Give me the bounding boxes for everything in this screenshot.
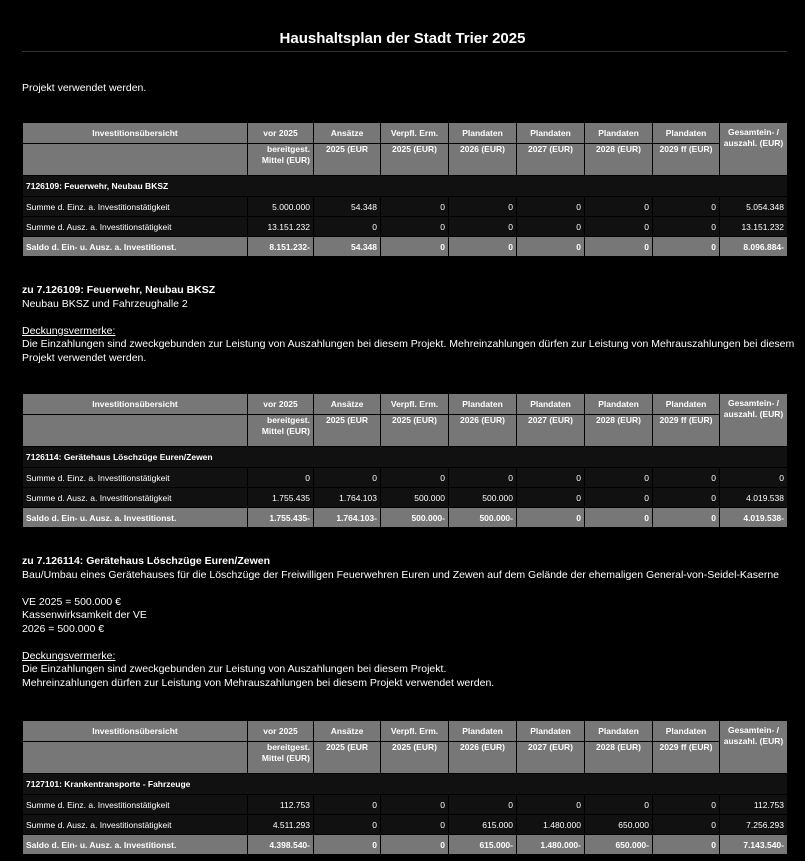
row-value: 0 [517,237,585,257]
row-value: 0 [653,488,720,508]
row-value: 500.000 [449,488,517,508]
note1-deckung-line1: Die Einzahlungen sind zweckgebunden zur Leistung von Auszahlungen bei diesem Projekt. Mehreinzahlungen dürfen zur Leistung von Mehrauszahlungen bei diesem [22,338,795,350]
row-value: 500.000 [381,488,449,508]
header-year-col8_b: 2029 ff (EUR) [653,144,720,176]
saldo-row [23,237,788,257]
row-value: 0 [381,197,449,217]
row-value: 0 [381,815,449,835]
header-gesamt-line1: Gesamtein- / [727,725,780,735]
row-value: 0 [449,217,517,237]
header-gesamt [720,394,788,447]
header-year-col8_b: 2029 ff (EUR) [653,742,720,774]
row-label: Summe d. Einz. a. Investitionstätigkeit [23,795,248,815]
row-value: 0 [314,468,381,488]
header-bereitgest [248,742,314,774]
header-year-col6_b: 2027 (EUR) [517,144,585,176]
row-value: 0 [449,795,517,815]
row-value: 0 [449,468,517,488]
row-value: 8.151.232- [248,237,314,257]
note1-block [22,284,795,365]
header-blank [23,144,248,176]
header-gesamt-line2: auszahl. (EUR) [723,736,784,746]
header-plandaten-2029: Plandaten [653,721,720,742]
header-bereitgest-line2: Mittel (EUR) [261,155,310,165]
note2-ve-line: VE 2025 = 500.000 € [22,595,121,608]
header-blank [23,742,248,774]
header-gesamt-line2: auszahl. (EUR) [723,409,784,419]
page-title: Haushaltsplan der Stadt Trier 2025 [279,30,526,47]
row-value: 615.000- [449,835,517,855]
investment-table [22,393,788,528]
row-value: 0 [653,508,720,528]
row-value: 0 [381,217,449,237]
project-title: 7126114: Gerätehaus Löschzüge Euren/Zewen [23,447,788,468]
row-value: 0 [517,488,585,508]
row-label: Saldo d. Ein- u. Ausz. a. Investitionst. [23,508,248,528]
row-value: 0 [585,468,653,488]
row-value: 13.151.232 [248,217,314,237]
header-year-col6_b: 2027 (EUR) [517,415,585,447]
header-bereitgest [248,144,314,176]
saldo-row [23,835,788,855]
row-value: 0 [720,468,788,488]
row-value: 0 [517,795,585,815]
row-value: 0 [381,795,449,815]
row-value: 4.511.293 [248,815,314,835]
note2-subtitle: Bau/Umbau eines Gerätehauses für die Löschzüge der Freiwilligen Feuerwehren Euren und Zewen auf dem Gelände der ehemaligen General-von-Seidel-Kaserne [22,568,780,581]
header-plandaten-2026: Plandaten [449,721,517,742]
row-value: 0 [653,795,720,815]
row-value: 0 [314,835,381,855]
header-plandaten-2028: Plandaten [585,123,653,144]
row-value: 4.019.538- [720,508,788,528]
project-title: 7127101: Krankentransporte - Fahrzeuge [23,774,788,795]
row-value: 8.096.884- [720,237,788,257]
header-year-col3_b: 2025 (EUR [314,742,381,774]
row-label: Saldo d. Ein- u. Ausz. a. Investitionst. [23,835,248,855]
row-value: 1.755.435- [248,508,314,528]
project-title: 7126109: Feuerwehr, Neubau BKSZ [23,176,788,197]
row-value: 500.000- [449,508,517,528]
saldo-row [23,508,788,528]
row-value: 5.000.000 [248,197,314,217]
row-value: 7.143.540- [720,835,788,855]
row-value: 0 [653,815,720,835]
row-value: 0 [585,217,653,237]
header-gesamt-line1: Gesamtein- / [727,398,780,408]
header-gesamt [720,721,788,774]
row-value: 0 [585,508,653,528]
note2-deckung-label: Deckungsvermerke: [22,649,116,662]
header-investitionsuebersicht: Investitionsübersicht [23,721,248,742]
header-gesamt [720,123,788,176]
row-value: 0 [653,468,720,488]
note2-kasse-line: Kassenwirksamkeit der VE [22,609,147,621]
row-value: 0 [653,237,720,257]
row-value: 0 [653,835,720,855]
header-gesamt-line2: auszahl. (EUR) [723,138,784,148]
row-value: 0 [314,815,381,835]
note1-subtitle: Neubau BKSZ und Fahrzeughalle 2 [22,297,188,310]
note2-deckung-line2: Mehreinzahlungen dürfen zur Leistung von Mehrauszahlungen bei diesem Projekt verwendet werden. [22,676,495,689]
header-bereitgest-line2: Mittel (EUR) [261,426,310,436]
row-value: 0 [517,197,585,217]
row-value: 650.000- [585,835,653,855]
header-year-col3_b: 2025 (EUR [314,415,381,447]
header-ansaetze: Ansätze [314,394,381,415]
row-value: 0 [585,795,653,815]
table-row [23,815,788,835]
row-label: Summe d. Einz. a. Investitionstätigkeit [23,468,248,488]
header-year-col5_b: 2026 (EUR) [449,742,517,774]
header-year-col4_b: 2025 (EUR) [381,742,449,774]
table-row [23,488,788,508]
header-bereitgest-line2: Mittel (EUR) [261,753,310,763]
row-value: 1.755.435 [248,488,314,508]
header-plandaten-2026: Plandaten [449,123,517,144]
note1-heading: zu 7.126109: Feuerwehr, Neubau BKSZ [22,284,216,296]
row-value: 500.000- [381,508,449,528]
header-plandaten-2028: Plandaten [585,394,653,415]
row-value: 0 [517,217,585,237]
note1-deckung-label: Deckungsvermerke: [22,324,116,337]
row-label: Summe d. Ausz. a. Investitionstätigkeit [23,217,248,237]
row-label: Summe d. Einz. a. Investitionstätigkeit [23,197,248,217]
row-value: 1.764.103 [314,488,381,508]
row-value: 54.348 [314,237,381,257]
row-value: 0 [248,468,314,488]
header-year-col5_b: 2026 (EUR) [449,144,517,176]
row-value: 1.764.103- [314,508,381,528]
header-year-col7_b: 2028 (EUR) [585,415,653,447]
row-value: 0 [585,197,653,217]
table-row [23,468,788,488]
row-label: Saldo d. Ein- u. Ausz. a. Investitionst. [23,237,248,257]
header-vor-2025: vor 2025 [248,721,314,742]
header-plandaten-2028: Plandaten [585,721,653,742]
header-year-col4_b: 2025 (EUR) [381,415,449,447]
table-row [23,795,788,815]
header-year-col7_b: 2028 (EUR) [585,144,653,176]
row-value: 0 [653,197,720,217]
header-year-col7_b: 2028 (EUR) [585,742,653,774]
header-plandaten-2027: Plandaten [517,721,585,742]
investment-table [22,122,788,257]
row-value: 54.348 [314,197,381,217]
row-value: 0 [449,237,517,257]
row-value: 1.480.000 [517,815,585,835]
title-divider [22,51,787,52]
row-value: 0 [314,217,381,237]
table-row [23,197,788,217]
header-blank [23,415,248,447]
header-plandaten-2029: Plandaten [653,123,720,144]
row-value: 7.256.293 [720,815,788,835]
header-investitionsuebersicht: Investitionsübersicht [23,123,248,144]
row-value: 0 [381,468,449,488]
header-bereitgest-line1: bereitgest. [267,144,310,154]
row-value: 0 [585,237,653,257]
row-value: 0 [653,217,720,237]
row-value: 650.000 [585,815,653,835]
row-value: 0 [449,197,517,217]
note1-deckung-line2: Projekt verwendet werden. [22,351,147,364]
row-value: 1.480.000- [517,835,585,855]
header-bereitgest [248,415,314,447]
row-value: 112.753 [720,795,788,815]
note2-2026-line: 2026 = 500.000 € [22,622,105,635]
row-value: 4.019.538 [720,488,788,508]
header-plandaten-2027: Plandaten [517,123,585,144]
header-gesamt-line1: Gesamtein- / [727,127,780,137]
note2-heading: zu 7.126114: Gerätehaus Löschzüge Euren/Zewen [22,555,271,567]
header-verpfl-erm: Verpfl. Erm. [381,123,449,144]
table-row [23,217,788,237]
row-value: 0 [314,795,381,815]
header-bereitgest-line1: bereitgest. [267,742,310,752]
row-label: Summe d. Ausz. a. Investitionstätigkeit [23,488,248,508]
header-verpfl-erm: Verpfl. Erm. [381,721,449,742]
header-year-col6_b: 2027 (EUR) [517,742,585,774]
note2-block [22,555,787,690]
header-vor-2025: vor 2025 [248,394,314,415]
header-vor-2025: vor 2025 [248,123,314,144]
header-bereitgest-line1: bereitgest. [267,415,310,425]
header-plandaten-2029: Plandaten [653,394,720,415]
intro-line: Projekt verwendet werden. [22,82,147,94]
header-plandaten-2027: Plandaten [517,394,585,415]
row-value: 4.398.540- [248,835,314,855]
header-year-col5_b: 2026 (EUR) [449,415,517,447]
header-plandaten-2026: Plandaten [449,394,517,415]
row-value: 5.054.348 [720,197,788,217]
row-value: 0 [381,237,449,257]
row-value: 112.753 [248,795,314,815]
note2-deckung-line1: Die Einzahlungen sind zweckgebunden zur Leistung von Auszahlungen bei diesem Projekt. [22,663,447,675]
header-year-col3_b: 2025 (EUR [314,144,381,176]
header-ansaetze: Ansätze [314,721,381,742]
header-year-col8_b: 2029 ff (EUR) [653,415,720,447]
header-investitionsuebersicht: Investitionsübersicht [23,394,248,415]
header-ansaetze: Ansätze [314,123,381,144]
row-label: Summe d. Ausz. a. Investitionstätigkeit [23,815,248,835]
row-value: 615.000 [449,815,517,835]
row-value: 0 [517,508,585,528]
header-verpfl-erm: Verpfl. Erm. [381,394,449,415]
row-value: 0 [585,488,653,508]
row-value: 13.151.232 [720,217,788,237]
row-value: 0 [517,468,585,488]
investment-table [22,720,788,855]
header-year-col4_b: 2025 (EUR) [381,144,449,176]
row-value: 0 [381,835,449,855]
